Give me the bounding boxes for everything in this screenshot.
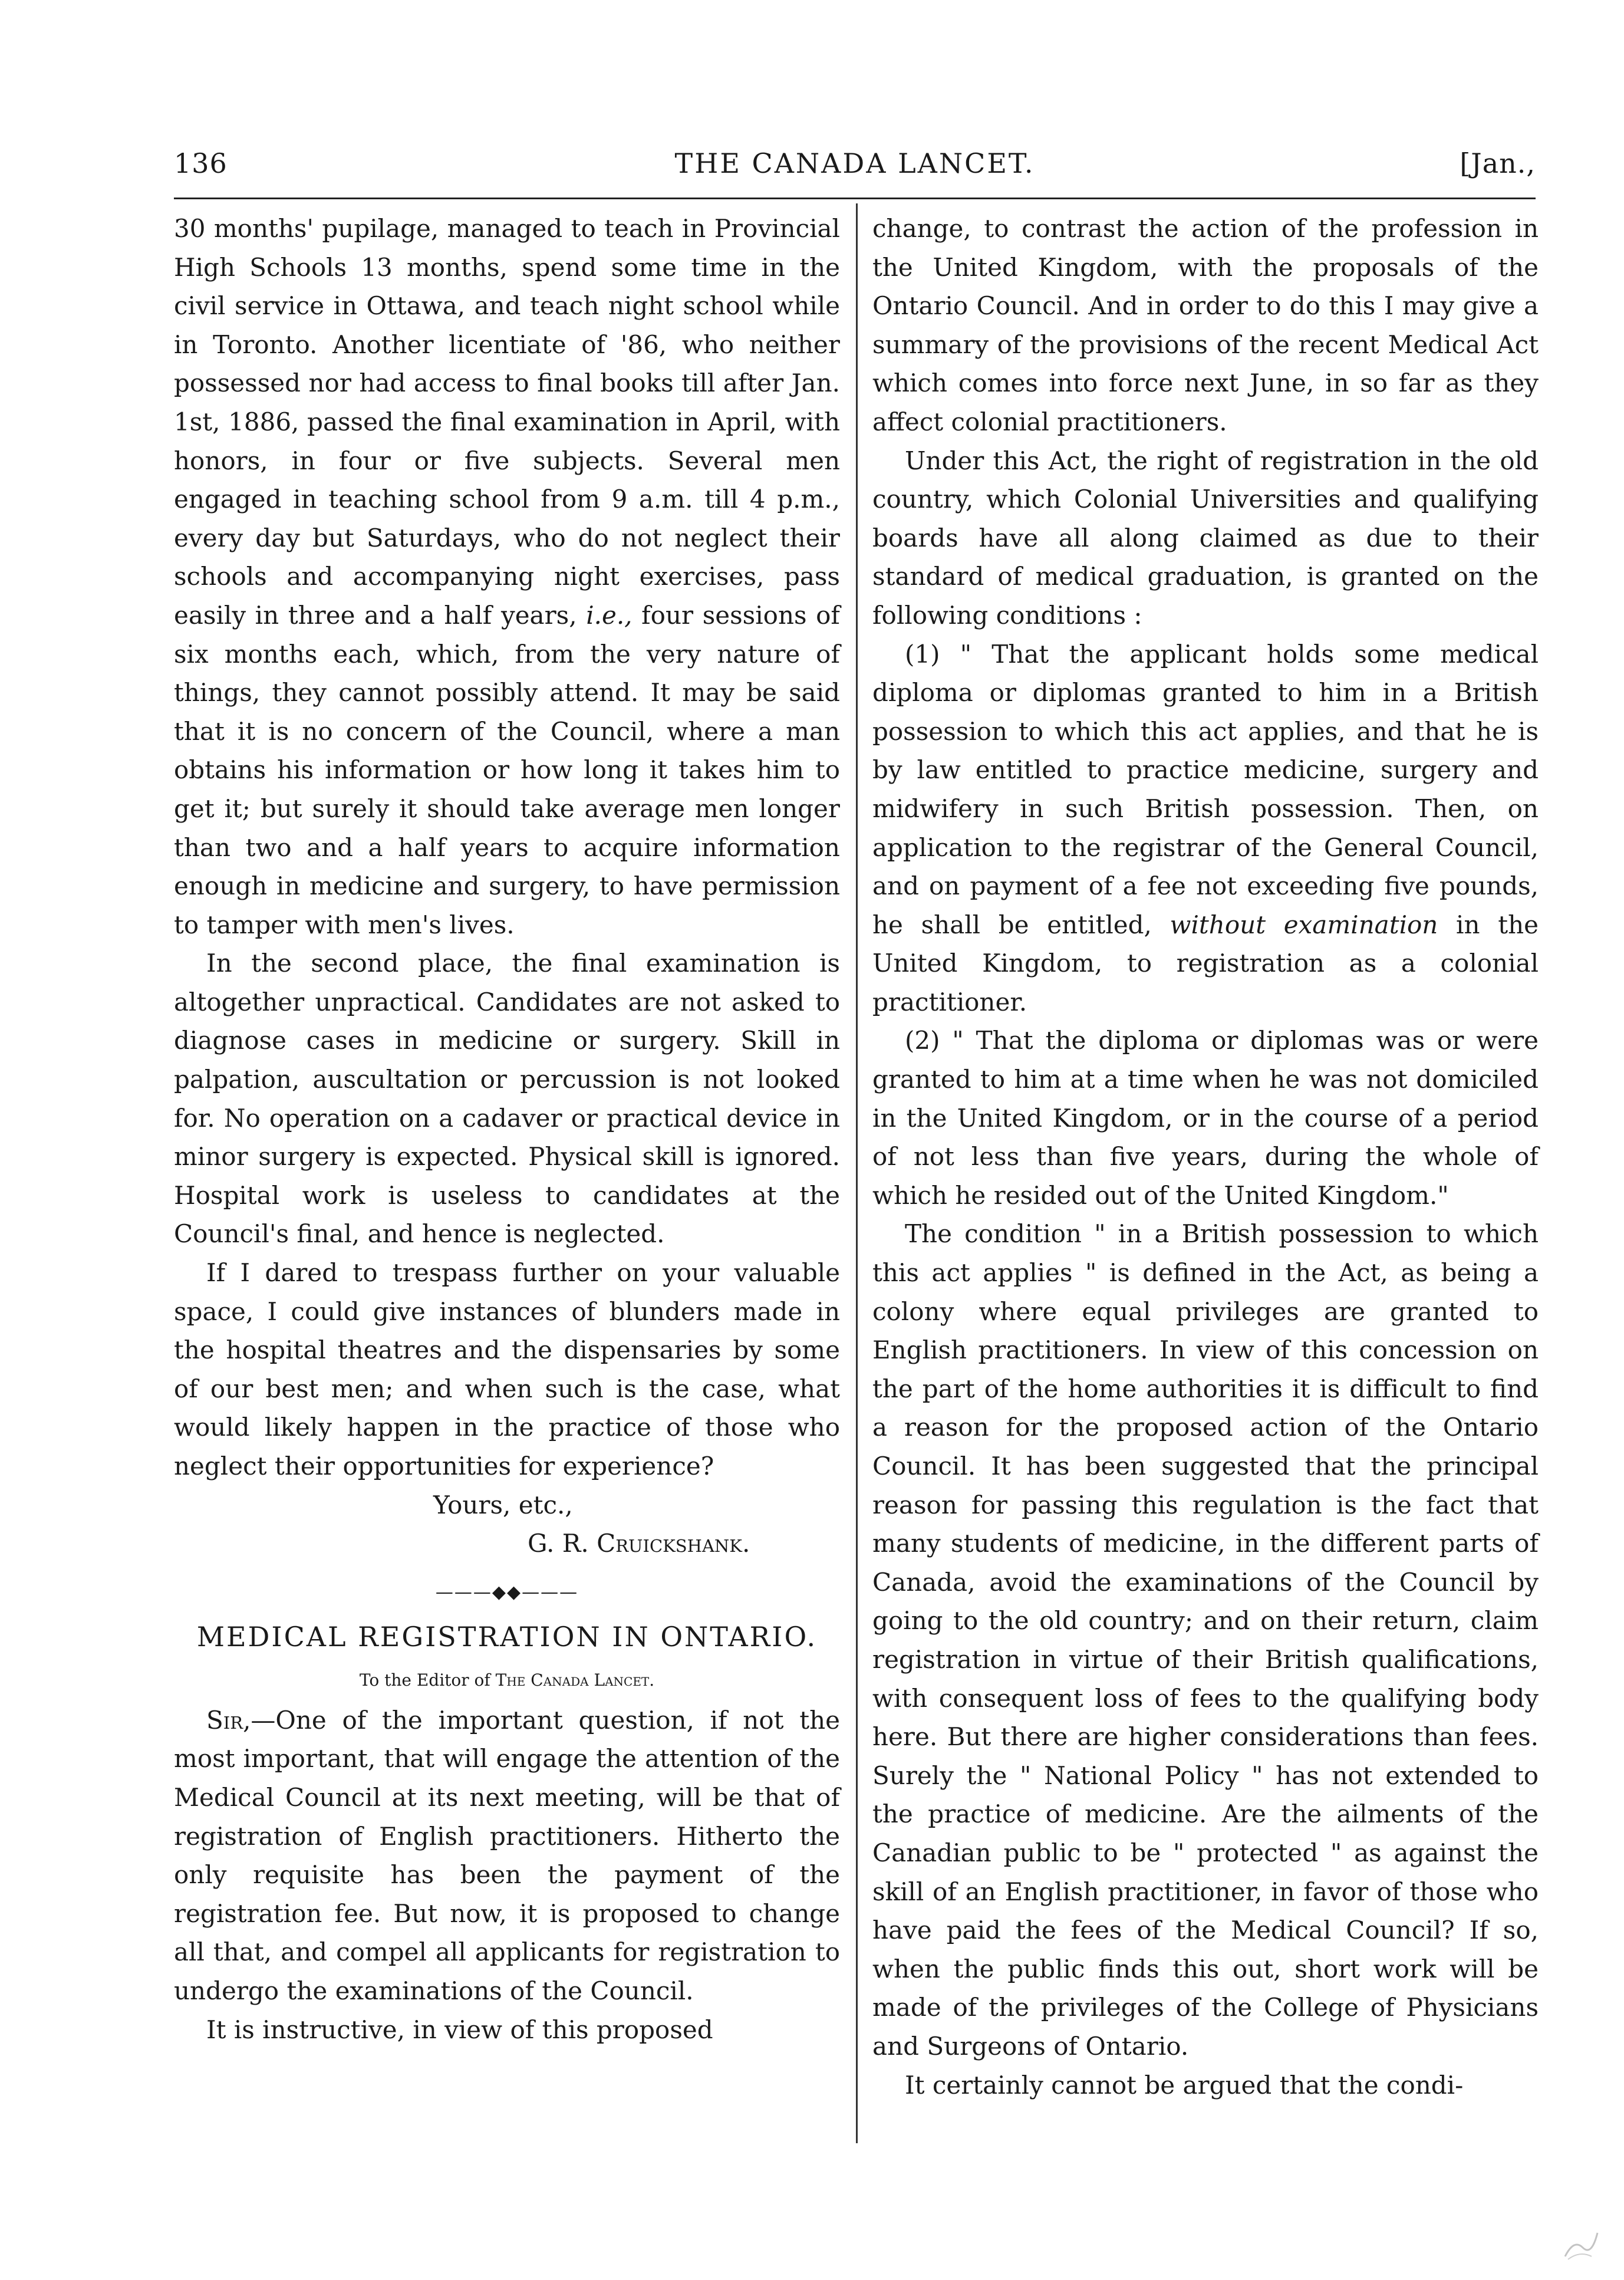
paragraph-instructive: It is instructive, in view of this proposed (206, 2015, 713, 2044)
paragraph-condition-2: (2) " That the diploma or diplomas was or were granted to him at a time when he was not domiciled in the United Kingdom, or in the course of a period of not less than five years, during the whole of which he resided out of the United Kingdom." (872, 1026, 1539, 1210)
section-ornament: ———◆◆——— (435, 1581, 579, 1603)
paragraph-condition-1: (1) " That the applicant holds some medical diploma or diplomas granted to him in a British possession to which this act applies, and that he is by law entitled to practice medicine, surgery and midwifery in such British possession. Then, on application to the registrar of the General Council, and on payment of a fee not exceeding five pounds, he shall be entitled, without examination in the United Kingdom, to registration as a colonial practitioner. (872, 639, 1539, 1016)
left-column (174, 209, 840, 2049)
paragraph-certainly: It certainly cannot be argued that the condi- (905, 2070, 1464, 2100)
closing: Yours, etc., (433, 1490, 573, 1519)
signature: G. R. Cruickshank. (528, 1529, 750, 1558)
paragraph-trespass: If I dared to trespass further on your valuable space, I could give instances of blunders made in the hospital theatres and the dispensaries by some of our best men; and when such is the case, what would likely happen in the practice of those who neglect their opportunities for experience? (174, 1258, 840, 1480)
right-column (872, 209, 1539, 2104)
to-editor-line: To the Editor of The Canada Lancet. (359, 1670, 655, 1690)
paragraph-second-place: In the second place, the final examination is altogether unpractical. Candidates are not asked to diagnose cases in medicine or surgery. Skill in palpation, auscultation or percussion is not looked for. No operation on a cadaver or practical device in minor surgery is expected. Physical skill is ignored. Hospital work is useless to candidates at the Council's final, and hence is neglected. (174, 949, 840, 1249)
header-rule (174, 198, 1536, 199)
paragraph-change: change, to contrast the action of the profession in the United Kingdom, with the proposals of the Ontario Council. And in order to do this I may give a summary of the provisions of the recent Medical Act which comes into force next June, in so far as they affect colonial practitioners. (872, 214, 1539, 436)
paragraph-sir: Sir,—One of the important question, if not the most important, that will engage the attention of the Medical Council at its next meeting, will be that of registration of English practitioners. Hitherto the only requisite has been the payment of the registration fee. But now, it is proposed to change all that, and compel all applicants for registration to undergo the examinations of the Council. (174, 1705, 840, 2005)
salutation: Sir, (206, 1705, 251, 1735)
paragraph-british-possession: The condition " in a British possession to which this act applies " is defined in the Act, as being a colony where equal privileges are granted to English practitioners. In view of this concession on the part of the home authorities it is difficult to find a reason for the proposed action of the Ontario Council. It has been suggested that the principal reason for passing this regulation is the fact that many students of medicine, in the different parts of Canada, avoid the examinations of the Council by going to the old country; and on their return, claim registration in virtue of their British qualifications, with consequent loss of fees to the qualifying body here. But there are higher considerations than fees. Surely the " National Policy " has not extended to the practice of medicine. Are the ailments of the Canadian public to be " protected " as against the skill of an English practitioner, in favor of those who have paid the fees of the Medical Council? If so, when the public finds this out, short work will be made of the privileges of the College of Physicians and Surgeons of Ontario. (872, 1219, 1539, 2061)
article-title: MEDICAL REGISTRATION IN ONTARIO. (196, 1620, 818, 1653)
page-number: 136 (174, 147, 228, 179)
journal-title: THE CANADA LANCET. (674, 147, 1035, 179)
corner-smudge (1559, 2227, 1600, 2262)
letter-signoff (174, 1486, 840, 1563)
paragraph-continued: 30 months' pupilage, managed to teach in Provincial High Schools 13 months, spend some time in the civil service in Ottawa, and teach night school while in Toronto. Another licentiate of '86, who neither possessed nor had access to final books till after Jan. 1st, 1886, passed the final examination in April, with honors, in four or five subjects. Several men engaged in teaching school from 9 a.m. till 4 p.m., every day but Saturdays, who do not neglect their schools and accompanying night exercises, pass easily in three and a half years, i.e., four sessions of six months each, which, from the very nature of things, they cannot possibly attend. It may be said that it is no concern of the Council, where a man obtains his information or how long it takes him to get it; but surely it should take average men longer than two and a half years to acquire information enough in medicine and surgery, to have permission to tamper with men's lives. (174, 214, 840, 939)
paragraph-under-act: Under this Act, the right of registration in the old country, which Colonial Universities and qualifying boards have all along claimed as due to their standard of medical graduation, is granted on the following conditions : (872, 446, 1539, 630)
issue-month: [Jan., (1460, 147, 1536, 179)
column-divider (856, 203, 858, 2143)
page-header (174, 147, 1536, 189)
